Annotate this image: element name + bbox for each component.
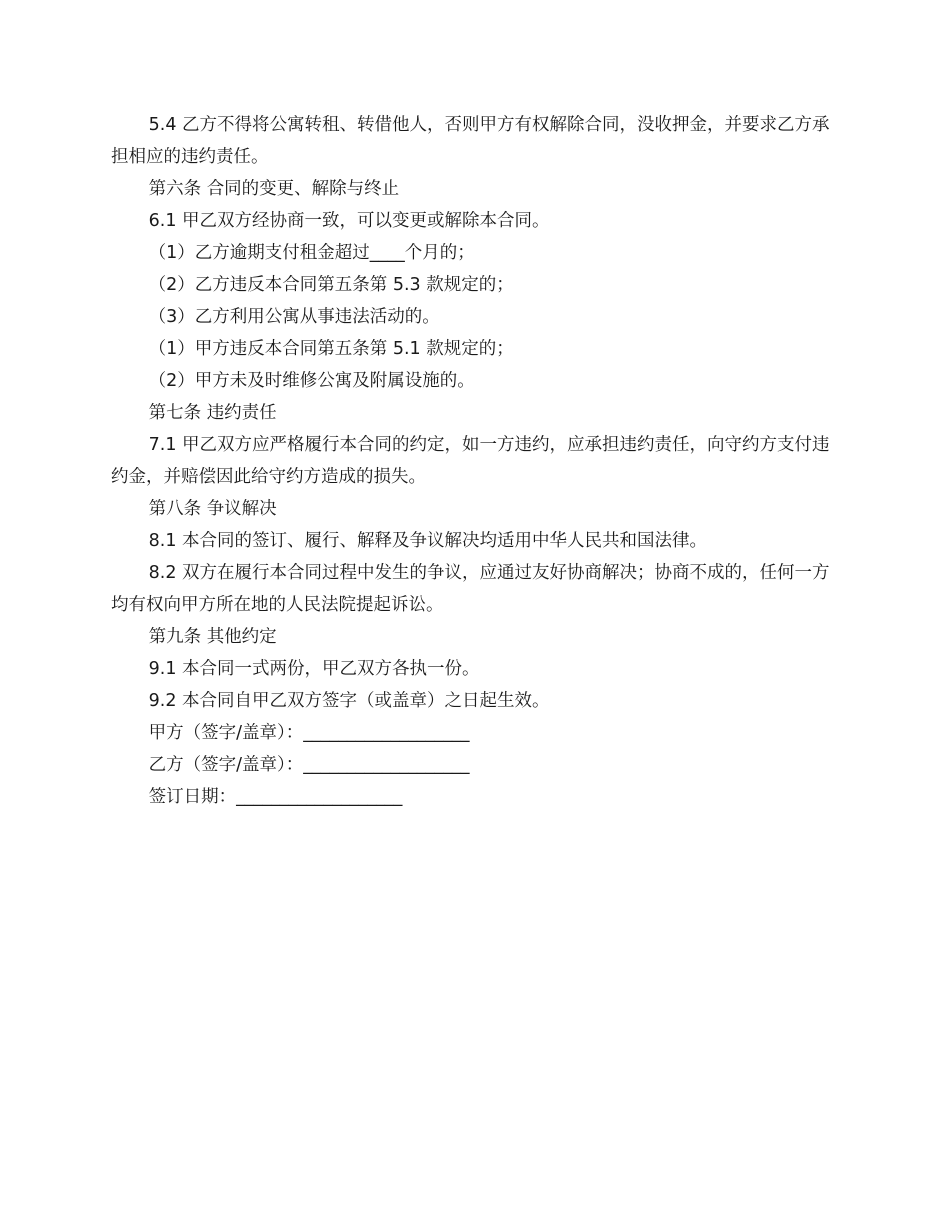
clause-9-1: 9.1 本合同一式两份，甲乙双方各执一份。 <box>148 659 480 679</box>
document-body <box>111 109 836 813</box>
clause-9-2: 9.2 本合同自甲乙双方签字（或盖章）之日起生效。 <box>148 691 550 711</box>
article-8-heading: 第八条 争议解决 <box>148 499 277 519</box>
article-7-heading: 第七条 违约责任 <box>148 403 277 423</box>
clause-7-1: 7.1 甲乙双方应严格履行本合同的约定，如一方违约，应承担违约责任，向守约方支付违约金，并赔偿因此给守约方造成的损失。 <box>111 435 830 487</box>
list-item: （2）乙方违反本合同第五条第 5.3 款规定的； <box>148 275 514 295</box>
clause-6-1: 6.1 甲乙双方经协商一致，可以变更或解除本合同。 <box>148 211 550 231</box>
party-b-signature-line: 乙方（签字/盖章）：___________________ <box>148 755 470 775</box>
list-item: （1）甲方违反本合同第五条第 5.1 款规定的； <box>148 339 514 359</box>
party-a-signature-line: 甲方（签字/盖章）：___________________ <box>148 723 470 743</box>
signing-date-line: 签订日期：___________________ <box>148 787 403 807</box>
list-item: （3）乙方利用公寓从事违法活动的。 <box>148 307 440 327</box>
clause-8-1: 8.1 本合同的签订、履行、解释及争议解决均适用中华人民共和国法律。 <box>148 531 708 551</box>
article-9-heading: 第九条 其他约定 <box>148 627 277 647</box>
list-item: （1）乙方逾期支付租金超过____个月的； <box>148 243 475 263</box>
clause-5-4: 5.4 乙方不得将公寓转租、转借他人，否则甲方有权解除合同，没收押金，并要求乙方承担相应的违约责任。 <box>111 115 830 167</box>
list-item: （2）甲方未及时维修公寓及附属设施的。 <box>148 371 475 391</box>
article-6-heading: 第六条 合同的变更、解除与终止 <box>148 179 400 199</box>
clause-8-2: 8.2 双方在履行本合同过程中发生的争议，应通过友好协商解决；协商不成的，任何一方均有权向甲方所在地的人民法院提起诉讼。 <box>111 563 830 615</box>
